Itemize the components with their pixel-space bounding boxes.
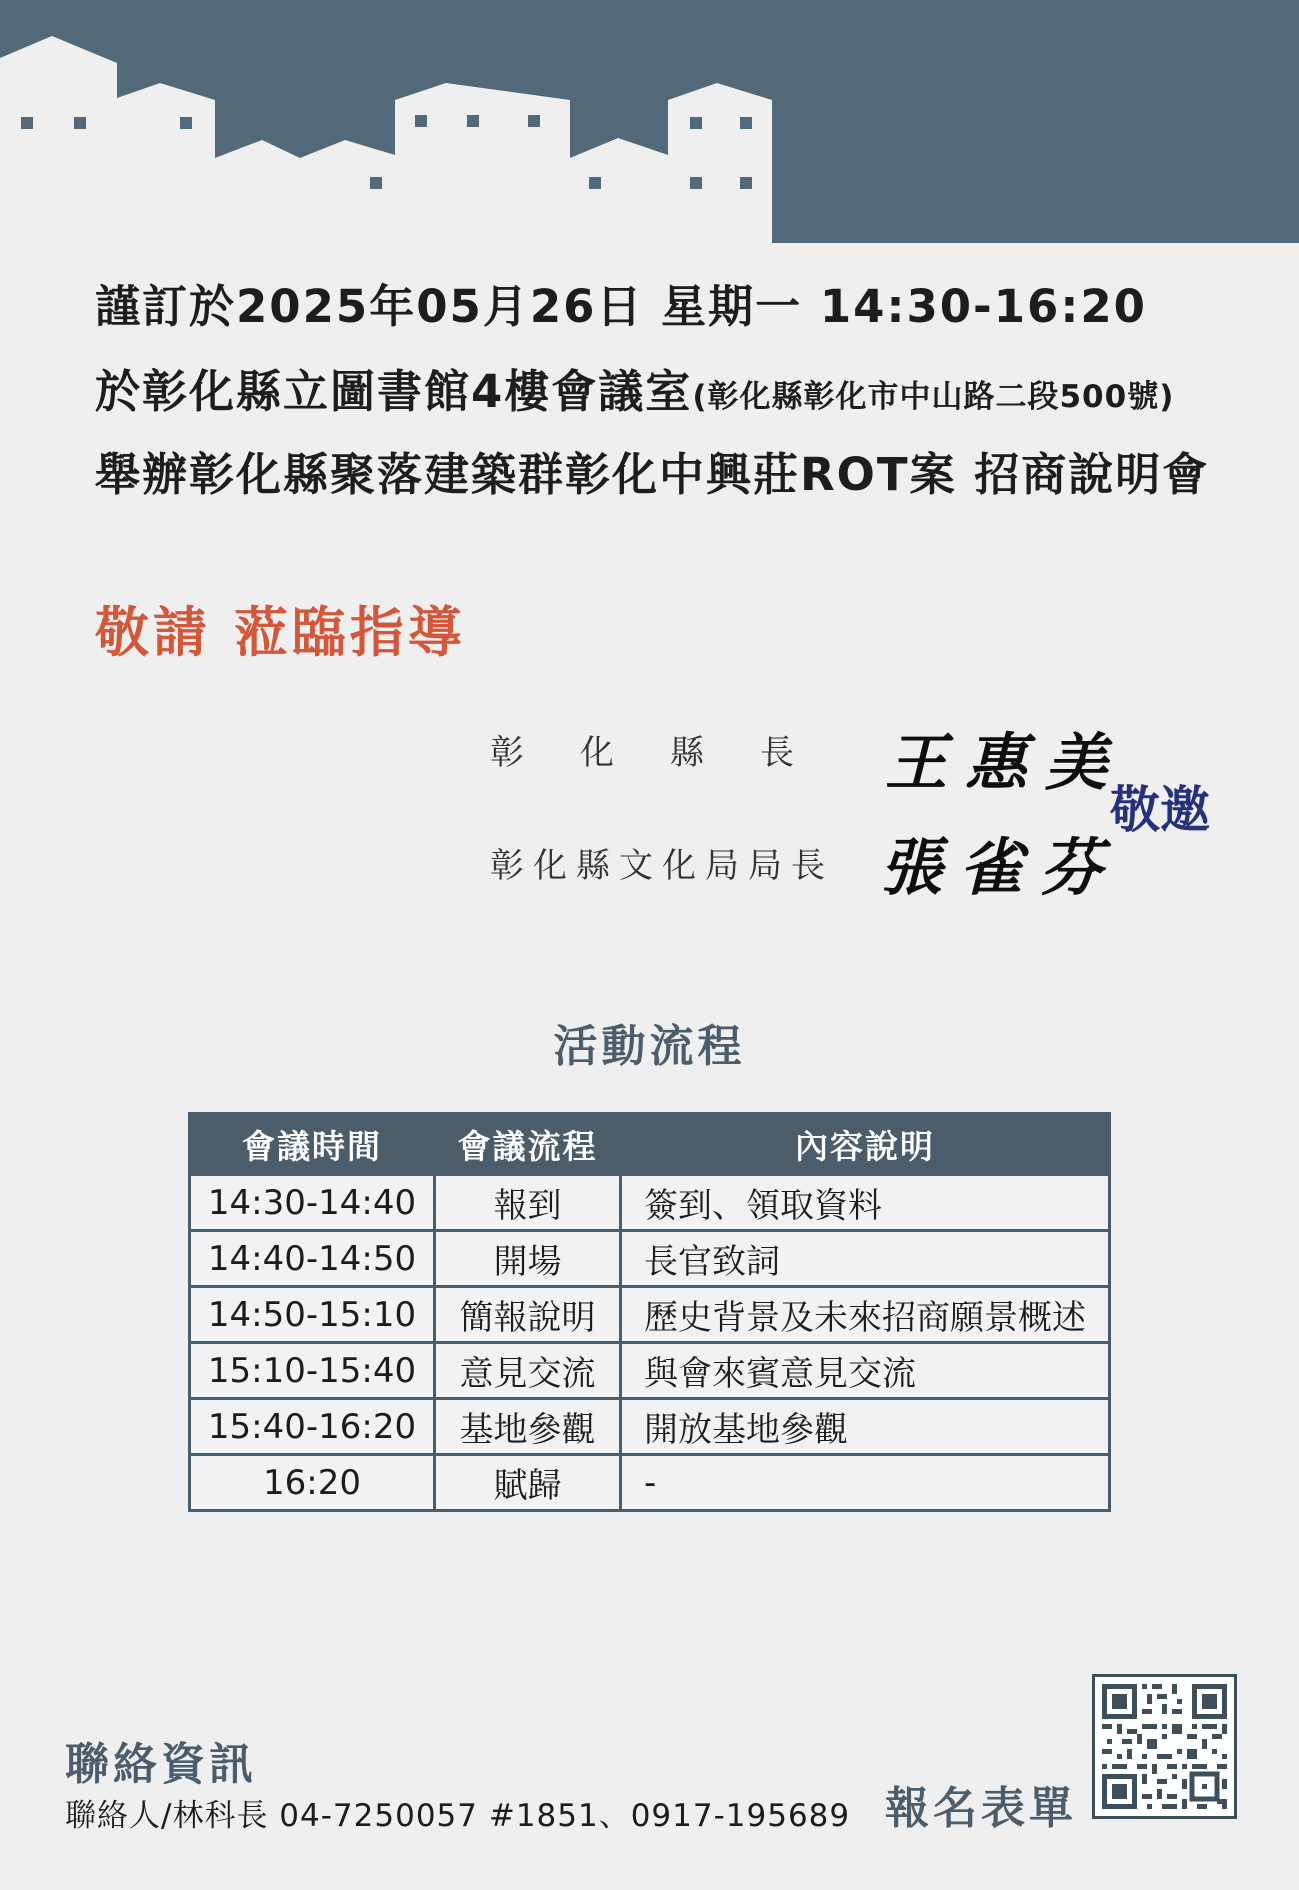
table-row [190,1231,1110,1287]
cell-time: 15:10-15:40 [190,1343,435,1399]
event-name-line: 舉辦彰化縣聚落建築群彰化中興莊ROT案 招商說明會 [95,448,1210,501]
cell-description: 歷史背景及未來招商願景概述 [621,1287,1110,1343]
table-row [190,1399,1110,1455]
cell-flow: 賦歸 [435,1455,621,1511]
cell-flow: 開場 [435,1231,621,1287]
cell-description: 與會來賓意見交流 [621,1343,1110,1399]
table-row [190,1455,1110,1511]
cell-description: 長官致詞 [621,1231,1110,1287]
cell-flow: 基地參觀 [435,1399,621,1455]
schedule-header-row [190,1114,1110,1175]
column-header-description: 內容說明 [621,1114,1110,1175]
cell-description: 簽到、領取資料 [621,1175,1110,1231]
cell-time: 14:30-14:40 [190,1175,435,1231]
event-venue-line [95,355,1174,420]
venue-address: (彰化縣彰化市中山路二段500號) [692,379,1175,415]
cell-time: 14:50-15:10 [190,1287,435,1343]
registration-form-label: 報名表單 [885,1783,1077,1834]
invitation-title: 敬請 蒞臨指導 [95,601,466,664]
cell-description: 開放基地參觀 [621,1399,1110,1455]
host-title-magistrate: 彰化縣長 [490,733,850,773]
contact-person-line: 聯絡人/林科長 04-7250057 #1851、0917-195689 [65,1798,851,1834]
column-header-flow: 會議流程 [435,1114,621,1175]
registration-qr-code-icon[interactable] [1092,1674,1237,1819]
table-row [190,1287,1110,1343]
cell-description: - [621,1455,1110,1511]
host-signature-culture-director: 張雀芬 [880,831,1121,904]
venue-name: 於彰化縣立圖書館4樓會議室 [95,365,693,418]
column-header-time: 會議時間 [190,1114,435,1175]
host-title-culture-director: 彰化縣文化局局長 [490,846,834,886]
cell-time: 14:40-14:50 [190,1231,435,1287]
table-row [190,1343,1110,1399]
schedule-table [188,1112,1111,1512]
invitation-closing: 敬邀 [1110,781,1210,839]
schedule-title: 活動流程 [553,1021,746,1072]
cell-flow: 報到 [435,1175,621,1231]
cell-flow: 簡報說明 [435,1287,621,1343]
skyline-banner [0,0,1299,245]
cell-flow: 意見交流 [435,1343,621,1399]
event-date-line: 謹訂於2025年05月26日 星期一 14:30-16:20 [95,280,1147,333]
cell-time: 16:20 [190,1455,435,1511]
table-row [190,1175,1110,1231]
cell-time: 15:40-16:20 [190,1399,435,1455]
host-signature-magistrate: 王惠美 [885,726,1126,799]
contact-title: 聯絡資訊 [65,1739,257,1790]
